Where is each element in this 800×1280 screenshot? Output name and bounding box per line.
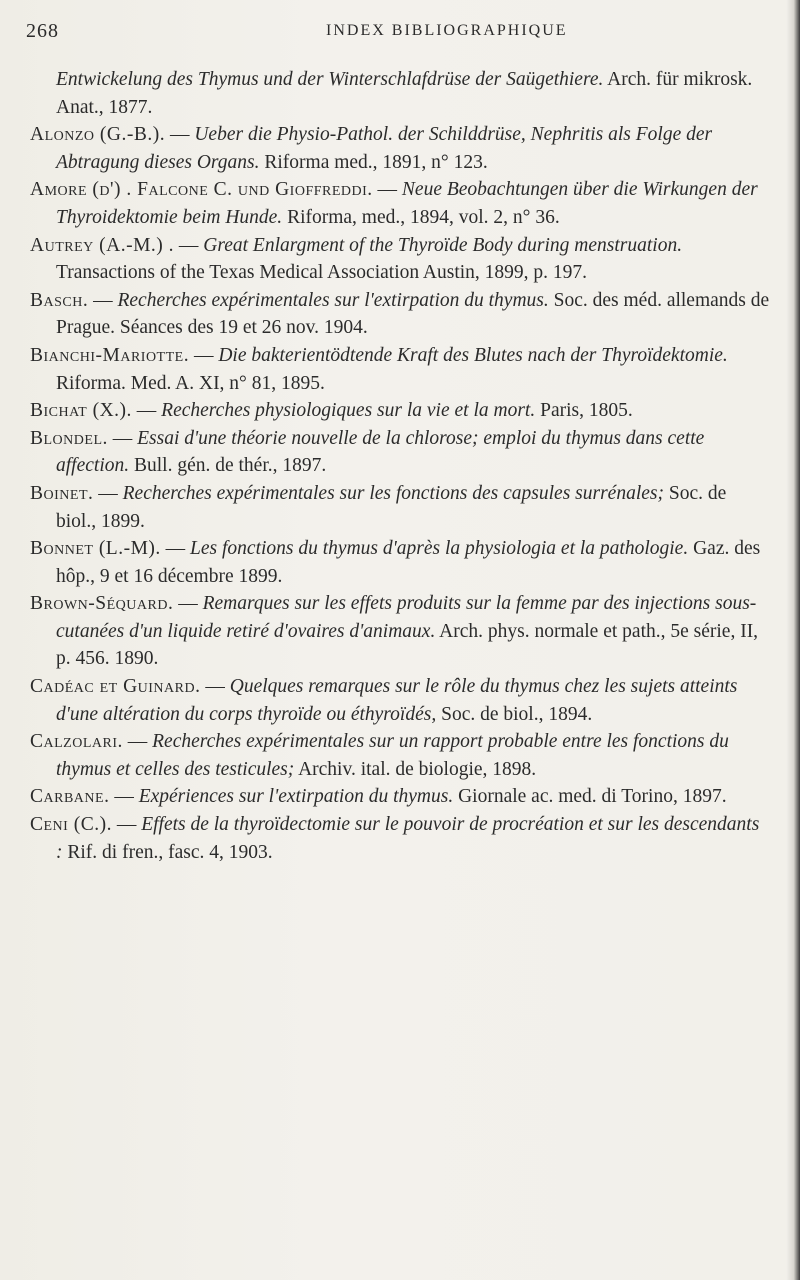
entry-details: Arch. für mikrosk. Anat., 1877.: [56, 69, 753, 118]
entry-details: Soc. de biol., 1899.: [56, 482, 727, 532]
entry-details: Soc. de biol., 1894.: [436, 703, 593, 725]
page-number: 268: [26, 20, 59, 42]
entry-author: Bianchi-Mariotte.: [30, 344, 190, 366]
entry-details: Soc. des méd. allemands de Prague. Séances des 19 et 26 nov. 1904.: [56, 289, 770, 339]
entry-title: Essai d'une théorie nouvelle de la chlorose; emploi du thymus dans cette affection.: [56, 427, 705, 477]
page-edge-shadow: [786, 0, 800, 1280]
page-header: [26, 20, 766, 50]
entry-title: Effets de la thyroïdectomie sur le pouvoir de procréation et sur les descendants :: [56, 814, 760, 863]
entry-details: Archiv. ital. de biologie, 1898.: [294, 758, 537, 780]
entry-title: Great Enlargment of the Thyroïde Body during menstruation.: [203, 234, 683, 256]
bibliography-list: [30, 66, 770, 866]
entry-author: Boinet.: [30, 482, 94, 504]
entry-details: Giornale ac. med. di Torino, 1897.: [453, 786, 727, 808]
entry-author: Ceni (C.).: [30, 814, 112, 836]
bibliography-entry: Autrey (A.-M.) . — Great Enlargment of the Thyroïde Body during menstruation. Transactions of the Texas Medical Association Austin, 1899, p. 197.: [30, 234, 683, 284]
bibliography-entry: Amore (d') . Falcone C. und Gioffreddi. — Neue Beobachtungen über die Wirkungen der Thyroidektomie beim Hunde. Riforma, med., 1894, vol. 2, n° 36.: [30, 179, 758, 228]
bibliography-entry: Carbane. — Expériences sur l'extirpation du thymus. Giornale ac. med. di Torino, 1897.: [30, 786, 727, 808]
bibliography-entry: Bonnet (L.-M). — Les fonctions du thymus d'après la physiologia et la pathologie. Gaz. des hôp., 9 et 16 décembre 1899.: [30, 538, 761, 587]
entry-details: Paris, 1805.: [535, 400, 633, 422]
bibliography-entry: Ceni (C.). — Effets de la thyroïdectomie sur le pouvoir de procréation et sur les descendants : Rif. di fren., fasc. 4, 1903.: [30, 814, 760, 863]
entry-author: Cadéac et Guinard.: [30, 676, 201, 698]
entry-author: Alonzo (G.-B.).: [30, 124, 166, 146]
running-title: INDEX BIBLIOGRAPHIQUE: [326, 22, 568, 39]
entry-author: Bichat (X.).: [30, 400, 132, 422]
bibliography-entry: Basch. — Recherches expérimentales sur l'extirpation du thymus. Soc. des méd. allemands de Prague. Séances des 19 et 26 nov. 1904.: [30, 289, 770, 339]
entry-author: Amore (d') . Falcone C. und Gioffreddi.: [30, 179, 373, 201]
entry-title: Recherches physiologiques sur la vie et la mort.: [161, 400, 536, 422]
entry-details: Riforma, med., 1894, vol. 2, n° 36.: [282, 206, 560, 228]
bibliography-entry: Bichat (X.). — Recherches physiologiques sur la vie et la mort. Paris, 1805.: [30, 400, 633, 422]
entry-title: Quelques remarques sur le rôle du thymus chez les sujets atteints d'une altération du corps thyroïde ou éthyroïdés,: [56, 676, 738, 725]
bibliography-entry: Cadéac et Guinard. — Quelques remarques sur le rôle du thymus chez les sujets atteints d'une altération du corps thyroïde ou éthyroïdés, Soc. de biol., 1894.: [30, 676, 738, 725]
entry-author: Basch.: [30, 289, 89, 311]
bibliography-entry: Alonzo (G.-B.). — Ueber die Physio-Pathol. der Schilddrüse, Nephritis als Folge der Abtragung dieses Organs. Riforma med., 1891, n° 123.: [30, 124, 713, 173]
entry-author: Blondel.: [30, 427, 108, 449]
entry-title: Recherches expérimentales sur l'extirpation du thymus.: [117, 289, 549, 311]
entry-details: Bull. gén. de thér., 1897.: [129, 455, 327, 477]
bibliography-entry: Blondel. — Essai d'une théorie nouvelle de la chlorose; emploi du thymus dans cette affection. Bull. gén. de thér., 1897.: [30, 427, 705, 477]
bibliography-entry: [30, 66, 770, 121]
bibliography-entry: Brown-Séquard. — Remarques sur les effets produits sur la femme par des injections sous-cutanées d'un liquide retiré d'ovaires d'animaux. Arch. phys. normale et path., 5e série, II, p. 456. 1890.: [30, 593, 759, 670]
entry-author: Brown-Séquard.: [30, 593, 174, 615]
entry-author: Bonnet (L.-M).: [30, 538, 161, 560]
entry-details: Rif. di fren., fasc. 4, 1903.: [62, 841, 273, 863]
entry-details: Riforma. Med. A. XI, n° 81, 1895.: [56, 372, 325, 394]
entry-title: Neue Beobachtungen über die Wirkungen der Thyroidektomie beim Hunde.: [56, 179, 758, 228]
bibliography-entry: Calzolari. — Recherches expérimentales sur un rapport probable entre les fonctions du thymus et celles des testicules; Archiv. ital. de biologie, 1898.: [30, 731, 729, 780]
entry-details: Gaz. des hôp., 9 et 16 décembre 1899.: [56, 538, 761, 587]
entry-title: Die bakterientödtende Kraft des Blutes nach der Thyroïdektomie.: [218, 344, 728, 366]
entry-title: Expériences sur l'extirpation du thymus.: [138, 786, 454, 808]
entry-title: Entwickelung des Thymus und der Winterschlafdrüse der Saügethiere.: [56, 69, 604, 90]
entry-author: Calzolari.: [30, 731, 123, 753]
bibliography-entry: Bianchi-Mariotte. — Die bakterientödtende Kraft des Blutes nach der Thyroïdektomie. Riforma. Med. A. XI, n° 81, 1895.: [30, 344, 728, 394]
entry-details: Arch. phys. normale et path., 5e série, II, p. 456. 1890.: [56, 620, 759, 670]
bibliography-entry: Boinet. — Recherches expérimentales sur les fonctions des capsules surrénales; Soc. de biol., 1899.: [30, 482, 727, 532]
entry-author: Autrey (A.-M.) .: [30, 234, 175, 256]
entry-details: Riforma med., 1891, n° 123.: [259, 151, 488, 173]
entry-author: Carbane.: [30, 786, 110, 808]
entry-details: Transactions of the Texas Medical Association Austin, 1899, p. 197.: [56, 262, 588, 284]
entry-title: Ueber die Physio-Pathol. der Schilddrüse, Nephritis als Folge der Abtragung dieses Organs.: [56, 124, 713, 173]
entry-title: Recherches expérimentales sur les fonctions des capsules surrénales;: [122, 482, 664, 504]
entry-title: Les fonctions du thymus d'après la physiologia et la pathologie.: [190, 538, 689, 560]
entry-title: Recherches expérimentales sur un rapport probable entre les fonctions du thymus et celles des testicules;: [56, 731, 729, 780]
entry-title: Remarques sur les effets produits sur la femme par des injections sous-cutanées d'un liquide retiré d'ovaires d'animaux.: [56, 593, 757, 642]
